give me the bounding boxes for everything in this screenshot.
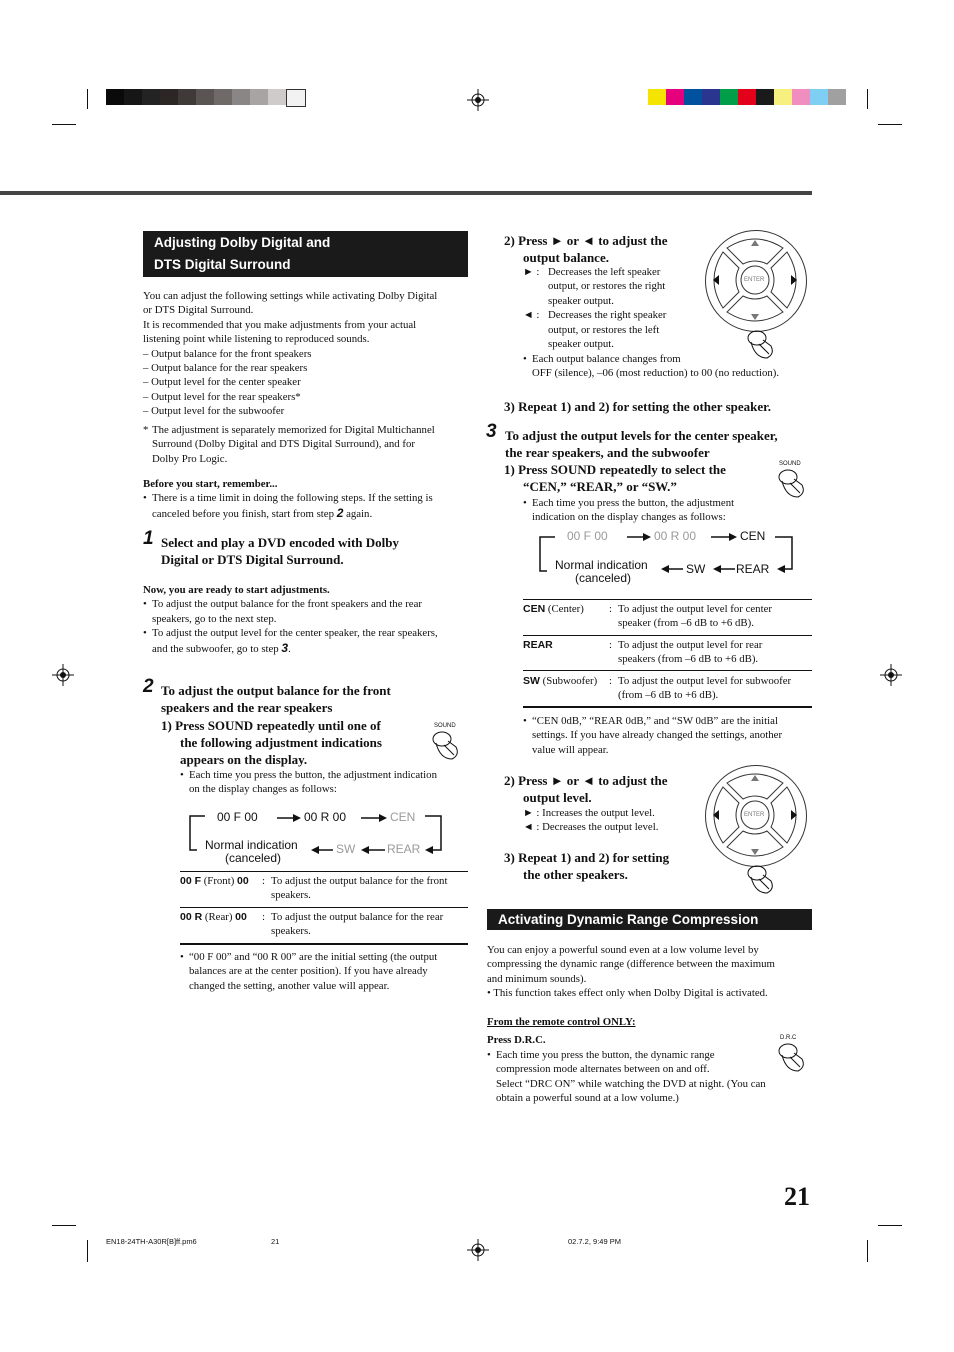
step-2-number: 2 bbox=[143, 676, 154, 697]
intro-line: – Output level for the center speaker bbox=[143, 376, 301, 389]
color-swatch bbox=[774, 89, 792, 105]
level-table-row-cen: CEN (Center) : To adjust the output level for center speaker (from –6 dB to +6 dB). bbox=[523, 603, 772, 630]
level-step-2: 2) Press ► or ◄ to adjust the output level. bbox=[504, 773, 668, 805]
color-swatch bbox=[268, 89, 286, 105]
color-swatch bbox=[756, 89, 774, 105]
registration-target-icon bbox=[52, 664, 74, 686]
intro-line: – Output balance for the front speakers bbox=[143, 347, 312, 360]
footer-date: 02.7.2, 9:49 PM bbox=[568, 1237, 621, 1246]
footnote: * The adjustment is separately memorized for Digital Multichannel Surround (Dolby Digital and DTS Digital Surround), and for Dolby Pro Logic. bbox=[143, 424, 435, 465]
cycle-arrows-icon bbox=[535, 529, 797, 574]
color-swatch bbox=[142, 89, 160, 105]
finger-press-icon bbox=[430, 729, 462, 763]
intro-line: – Output level for the rear speakers* bbox=[143, 390, 301, 403]
balance-table-row-front: 00 F (Front) 00 : To adjust the output balance for the front speakers. bbox=[180, 875, 448, 902]
initial-setting-note-left: • “00 F 00” and “00 R 00” are the initial setting (the output balances are at the center position). If you have already changed the setting, another value will appear. bbox=[180, 950, 470, 993]
level-step-2-details: ► : Increases the output level. ◄ : Decreases the output level. bbox=[523, 807, 659, 834]
intro-line: or DTS Digital Surround. bbox=[143, 304, 254, 317]
ready-section: Now, you are ready to start adjustments. • To adjust the output balance for the front speakers and the rear speakers, go to the next step. • To adjust the output level for the center speaker, the rear speakers, and the subwoofer, go to step 3. bbox=[143, 583, 473, 656]
cycle-arrows-icon bbox=[185, 810, 445, 855]
step-3-number: 3 bbox=[486, 421, 497, 442]
intro-line: – Output level for the subwoofer bbox=[143, 405, 285, 418]
color-swatch bbox=[720, 89, 738, 105]
step-3-sub1: 1) Press SOUND repeatedly to select the “CEN,” “REAR,” or “SW.” bbox=[504, 462, 726, 494]
step-1-text: Select and play a DVD encoded with Dolby Digital or DTS Digital Surround. bbox=[161, 535, 399, 567]
remote-only-label: From the remote control ONLY: bbox=[487, 1016, 636, 1028]
registration-target-icon bbox=[467, 89, 489, 111]
balance-step-2: 2) Press ► or ◄ to adjust the output balance. bbox=[504, 233, 668, 265]
intro-line: listening point while listening to reproduced sounds. bbox=[143, 333, 370, 346]
drc-intro: You can enjoy a powerful sound even at a low volume level by compressing the dynamic range (difference between the maximum and minimum sounds). • This function takes effect only when Dolby Digital is activated. bbox=[487, 944, 775, 1000]
intro-line: It is recommended that you make adjustments from your actual bbox=[143, 318, 417, 331]
balance-range-note: • Each output balance changes from OFF (silence), –06 (most reduction) to 00 (no reduction). bbox=[523, 352, 823, 381]
drc-bullet: • Each time you press the button, the dynamic range compression mode alternates between on and off. Select “DRC ON” while watching the DVD at night. (You can obtain a powerful sound at a low volume.) bbox=[487, 1048, 807, 1106]
enter-button-label: ENTER bbox=[744, 277, 765, 283]
before-you-start: Before you start, remember... • There is a time limit in doing the following steps. If the setting is canceled before you finish, start from step 2 again. bbox=[143, 477, 473, 521]
color-swatch bbox=[828, 89, 846, 105]
sound-button-label: SOUND bbox=[779, 461, 801, 467]
color-swatch bbox=[738, 89, 756, 105]
registration-target-icon bbox=[467, 1239, 489, 1261]
intro-text bbox=[143, 289, 473, 419]
top-rule bbox=[0, 191, 812, 195]
step-2-sub1-bullet: • Each time you press the button, the adjustment indication on the display changes as follows: bbox=[180, 768, 470, 797]
footer-page: 21 bbox=[271, 1237, 280, 1246]
press-drc: Press D.R.C. bbox=[487, 1034, 546, 1046]
level-table-row-sw: SW (Subwoofer) : To adjust the output level for subwoofer (from –6 dB to +6 dB). bbox=[523, 675, 792, 702]
balance-table-row-rear: 00 R (Rear) 00 : To adjust the output balance for the rear speakers. bbox=[180, 911, 444, 938]
section-heading-drc: Activating Dynamic Range Compression bbox=[487, 909, 812, 930]
drc-button-label: D.R.C bbox=[780, 1035, 797, 1041]
balance-step-3: 3) Repeat 1) and 2) for setting the other speaker. bbox=[504, 399, 771, 414]
color-swatch bbox=[214, 89, 232, 105]
step-3-sub1-bullet: • Each time you press the button, the adjustment indication on the display changes as follows: bbox=[523, 496, 783, 525]
sound-button-label: SOUND bbox=[434, 723, 456, 729]
enter-button-label: ENTER bbox=[744, 812, 765, 818]
level-step-3: 3) Repeat 1) and 2) for setting the other speakers. bbox=[504, 850, 670, 882]
color-swatch bbox=[810, 89, 828, 105]
section-heading-dolby: Adjusting Dolby Digital and DTS Digital Surround bbox=[143, 231, 468, 277]
page-number: 21 bbox=[784, 1182, 810, 1211]
initial-setting-note-right: • “CEN 0dB,” “REAR 0dB,” and “SW 0dB” are the initial settings. If you have already changed the settings, another value will appear. bbox=[523, 714, 813, 757]
color-swatch bbox=[232, 89, 250, 105]
color-swatch bbox=[106, 89, 124, 105]
finger-press-icon bbox=[745, 328, 777, 362]
color-swatch bbox=[684, 89, 702, 105]
color-swatch bbox=[160, 89, 178, 105]
color-swatch bbox=[196, 89, 214, 105]
color-swatch bbox=[250, 89, 268, 105]
color-swatch bbox=[286, 89, 306, 107]
level-table-row-rear: REAR : To adjust the output level for rear speakers (from –6 dB to +6 dB). bbox=[523, 639, 763, 666]
finger-press-icon bbox=[745, 863, 777, 897]
step-2-sub1: 1) Press SOUND repeatedly until one of the following adjustment indications appears on the display. bbox=[161, 718, 382, 767]
color-swatch bbox=[124, 89, 142, 105]
intro-line: – Output balance for the rear speakers bbox=[143, 362, 308, 375]
color-swatch bbox=[702, 89, 720, 105]
color-swatch bbox=[648, 89, 666, 105]
color-swatch bbox=[666, 89, 684, 105]
intro-line: You can adjust the following settings while activating Dolby Digital bbox=[143, 290, 438, 302]
color-swatch bbox=[792, 89, 810, 105]
registration-target-icon bbox=[880, 664, 902, 686]
step-3-text: To adjust the output levels for the center speaker, the rear speakers, and the subwoofer bbox=[505, 428, 778, 460]
step-2-text: To adjust the output balance for the front speakers and the rear speakers bbox=[161, 683, 391, 715]
color-swatch bbox=[178, 89, 196, 105]
footer-file: EN18-24TH-A30R[B]ff.pm6 bbox=[106, 1237, 197, 1246]
balance-step-2-details: ► : Decreases the left speaker output, or restores the right speaker output. ◄ : Decreases the right speaker output, or restores the left speaker output. bbox=[523, 266, 667, 351]
step-1-number: 1 bbox=[143, 528, 154, 549]
